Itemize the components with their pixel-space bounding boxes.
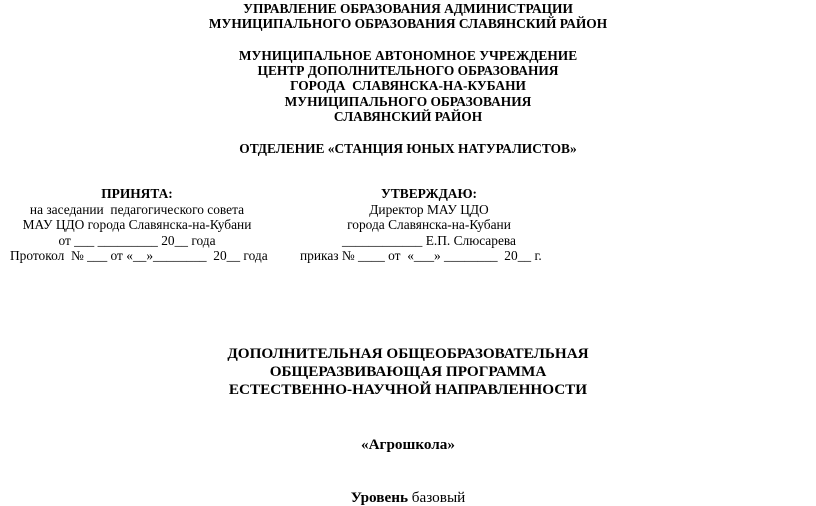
- program-level-label: Уровень: [350, 489, 408, 506]
- header-org-line-1: МУНИЦИПАЛЬНОЕ АВТОНОМНОЕ УЧРЕЖДЕНИЕ: [238, 48, 578, 63]
- approved-line-3: ____________ Е.П. Слюсарева: [342, 233, 516, 248]
- header-org-line-4: МУНИЦИПАЛЬНОГО ОБРАЗОВАНИЯ: [284, 94, 532, 109]
- accepted-line-1: на заседании педагогического совета: [29, 202, 245, 217]
- header-org-line-3: ГОРОДА СЛАВЯНСКА-НА-КУБАНИ: [290, 78, 526, 93]
- program-title-line-2: ОБЩЕРАЗВИВАЮЩАЯ ПРОГРАММА: [269, 363, 547, 380]
- accepted-line-2: МАУ ЦДО города Славянска-на-Кубани: [22, 217, 252, 232]
- approved-line-2: города Славянска-на-Кубани: [347, 217, 511, 232]
- approved-line-1: Директор МАУ ЦДО: [369, 202, 489, 217]
- accepted-title: ПРИНЯТА:: [101, 186, 173, 201]
- accepted-protocol-line: Протокол № ___ от «__»________ 20__ года: [10, 248, 268, 263]
- accepted-line-3: от ___ _________ 20__ года: [58, 233, 216, 248]
- department-title: ОТДЕЛЕНИЕ «СТАНЦИЯ ЮНЫХ НАТУРАЛИСТОВ»: [239, 141, 577, 156]
- program-name: «Агрошкола»: [361, 436, 455, 453]
- header-admin-line-1: УПРАВЛЕНИЕ ОБРАЗОВАНИЯ АДМИНИСТРАЦИИ: [243, 1, 573, 16]
- header-admin-line-2: МУНИЦИПАЛЬНОГО ОБРАЗОВАНИЯ СЛАВЯНСКИЙ РАЙОН: [208, 16, 608, 31]
- program-level: [0, 490, 816, 506]
- program-title-line-3: ЕСТЕСТВЕННО-НАУЧНОЙ НАПРАВЛЕННОСТИ: [228, 381, 588, 398]
- program-level-value: базовый: [408, 489, 466, 506]
- header-org-line-2: ЦЕНТР ДОПОЛНИТЕЛЬНОГО ОБРАЗОВАНИЯ: [257, 63, 559, 78]
- program-title-line-1: ДОПОЛНИТЕЛЬНАЯ ОБЩЕОБРАЗОВАТЕЛЬНАЯ: [227, 345, 589, 362]
- approved-order-line: приказ № ____ от «___» ________ 20__ г.: [300, 248, 542, 263]
- approved-title: УТВЕРЖДАЮ:: [381, 186, 477, 201]
- header-org-line-5: СЛАВЯНСКИЙ РАЙОН: [333, 109, 483, 124]
